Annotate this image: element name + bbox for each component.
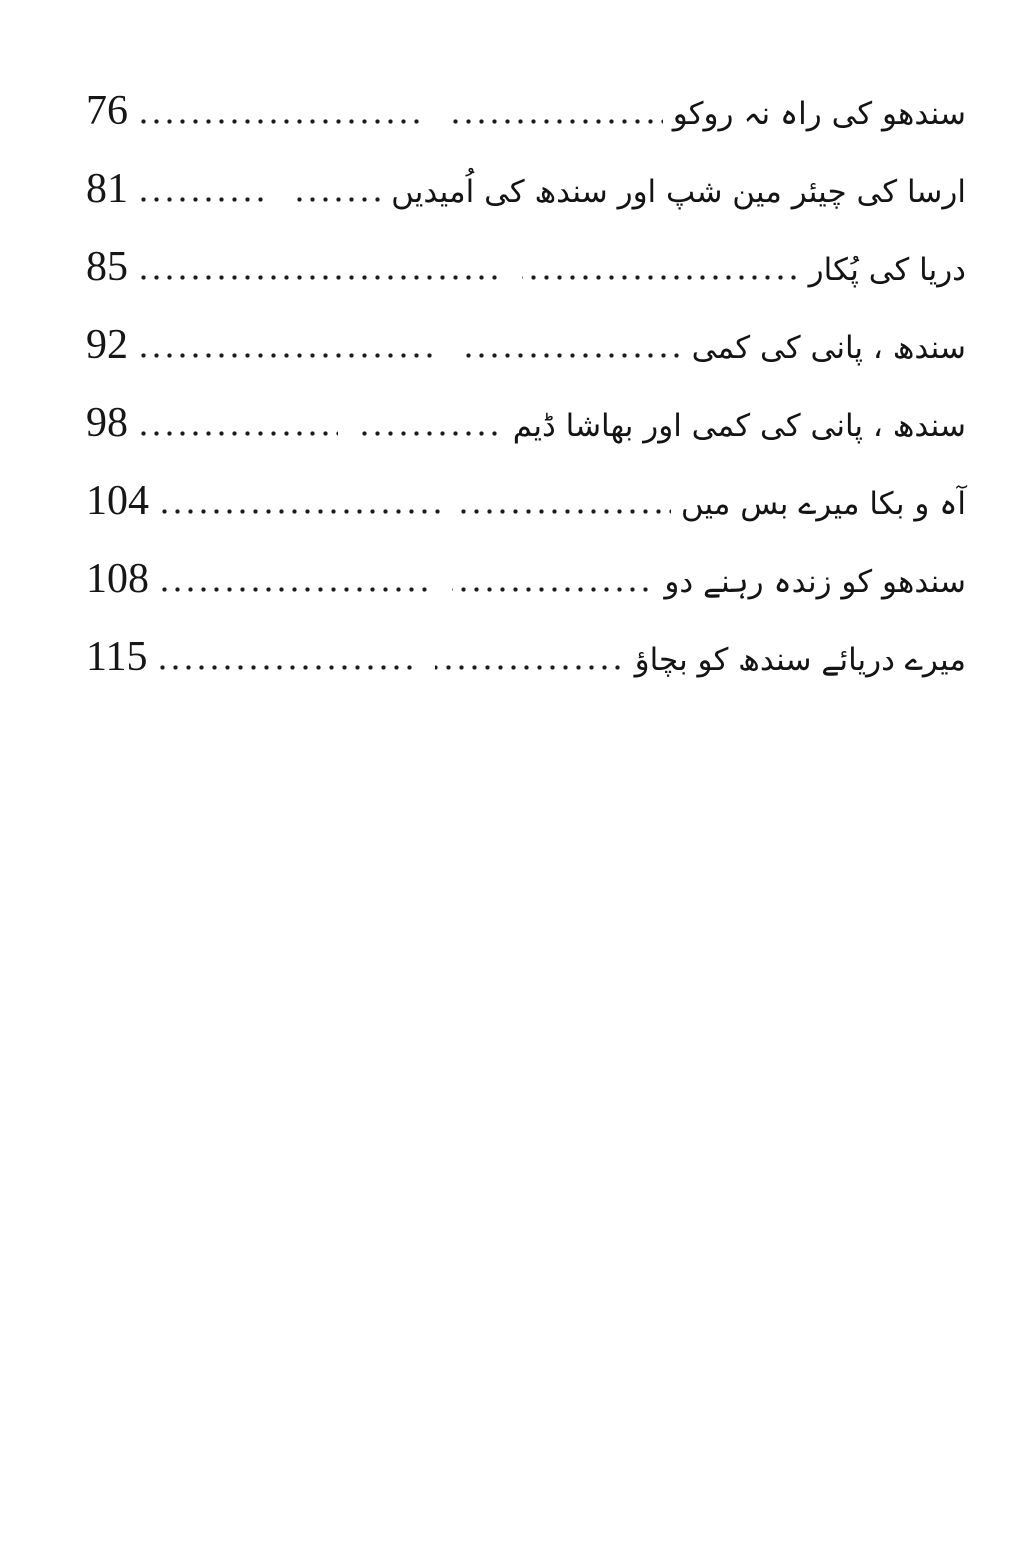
dot-leader [137,431,503,436]
page-number: 98 [86,399,128,446]
toc-entry [86,166,966,215]
dot-leader [158,509,671,514]
dot-leader [158,587,654,592]
dot-leader [156,665,624,670]
page-number: 76 [86,88,128,134]
page-number: 108 [86,555,149,602]
entry-title: ارسا کی چیئر مین شپ اور سندھ کی اُمیدیں [391,173,966,210]
toc-entry [86,88,966,137]
page-number: 81 [86,165,128,212]
toc-entry [86,556,966,605]
entry-title: سندھو کو زندہ رہنے دو [664,563,966,600]
entry-title: میرے دریائے سندھ کو بچاؤ [634,641,966,678]
dot-leader [137,353,682,358]
dot-leader [137,197,381,202]
entry-title: دریا کی پُکار [808,251,966,288]
toc-entry [86,322,966,371]
entry-title: آہ و بکا میرے بس میں [680,485,966,522]
page-number: 115 [86,633,148,680]
toc-entry [86,478,966,527]
toc-entry [86,244,966,293]
page-number: 85 [86,243,128,290]
entry-title: سندھ ، پانی کی کمی اور بھاشا ڈیم [512,407,966,444]
entry-title: سندھ ، پانی کی کمی [691,329,966,366]
page-number: 92 [86,321,128,368]
entry-title: سندھو کی راہ نہ روکو [672,96,966,132]
dot-leader [137,275,799,280]
page-number: 104 [86,477,149,524]
toc-list [86,88,966,683]
dot-leader [137,119,663,124]
toc-entry [86,634,966,683]
toc-entry [86,400,966,449]
